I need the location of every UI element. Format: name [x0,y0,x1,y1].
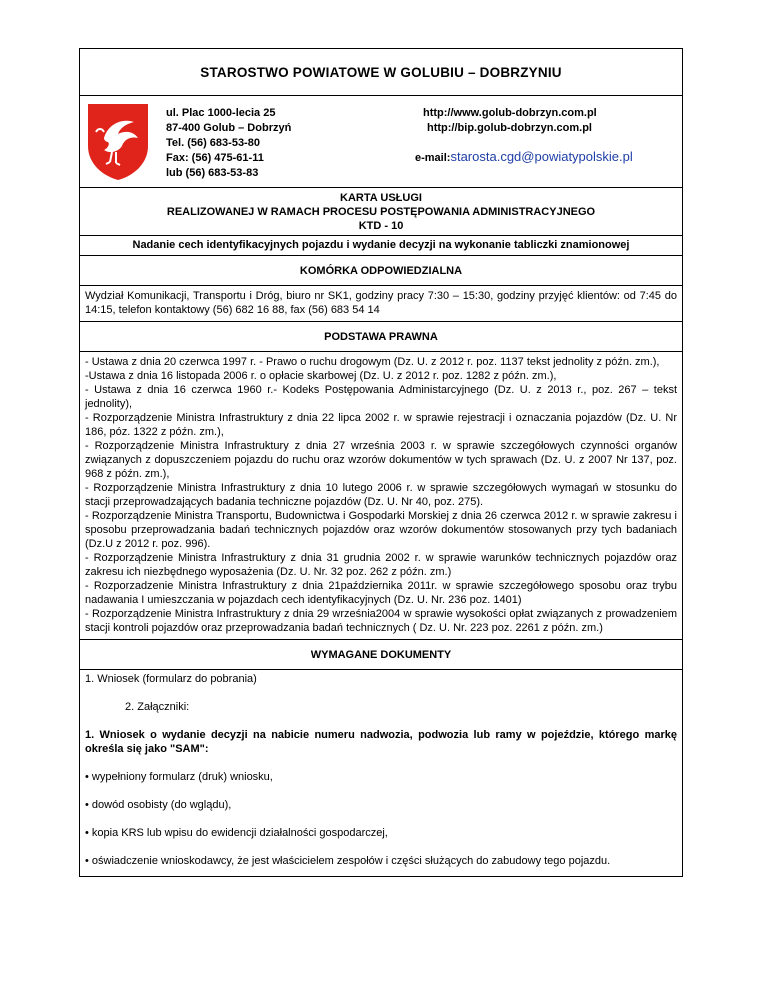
legal-item: - Rozporządzenie Ministra Infrastruktury z dnia 31 grudnia 2002 r. w sprawie warunków technicznych pojazdów oraz zakresu ich niezbędnego wyposażenia (Dz. U. Nr. 32 poz. 262 z późn. zm.) [85,552,677,578]
service-name: Nadanie cech identyfikacyjnych pojazdu i wydanie decyzji na wykonanie tabliczki znamionowej [79,236,683,256]
street-address: ul. Plac 1000-lecia 25 [166,107,276,119]
legal-item: - Ustawa z dnia 16 czerwca 1960 r.- Kodeks Postępowania Administarcyjnego (Dz. U. z 2013 r., poz. 267 – tekst jednolity), [85,384,677,410]
application-form-item: 1. Wniosek (formularz do pobrania) [85,673,257,685]
card-subtitle: REALIZOWANEJ W RAMACH PROCESU POSTĘPOWANIA ADMINISTRACYJNEGO [166,206,596,218]
document-bullet: • wypełniony formularz (druk) wniosku, [85,771,273,783]
attachments-label: 2. Załączniki: [125,701,190,713]
coat-of-arms-icon [86,102,150,182]
document-bullet: • kopia KRS lub wpisu do ewidencji działalności gospodarczej, [85,827,388,839]
legal-item: - Rozporzadzenie Ministra Infrastruktury z dnia 21października 2011r. w sprawie szczegółowego sposobu oraz trybu nadawania I umieszczania w pojazdach cech identyfikacyjnych (Dz. U. Nr. 236 poz. 1401) [85,580,677,606]
office-header [79,96,683,188]
document-bullet: • oświadczenie wnioskodawcy, że jest właścicielem zespołów i części służących do zabudowy tego pojazdu. [85,855,611,867]
unit-text [79,286,683,322]
fax-number: Fax: (56) 475-61-11 [166,152,264,164]
legal-item: - Rozporządzenie Ministra Infrastruktury z dnia 27 września 2003 r. w sprawie szczegółowych czynności organów związanych z dopuszczeniem pojazdu do ruchu oraz wzorów dokumentów w tych sprawach (Dz. U. z 2007 Nr 137, poz. 968 z późn. zm.), [85,440,677,480]
bip-link[interactable]: http://bip.golub-dobrzyn.com.pl [427,122,592,134]
email-label: e-mail: [415,152,451,164]
documents-heading: WYMAGANE DOKUMENTY [79,640,683,670]
card-title: KARTA USŁUGI [340,192,422,204]
legal-item: - Rozporządzenie Ministra Infrastruktury z dnia 10 lutego 2006 r. w sprawie szczegółowych wymagań w stosunku do stacji przeprowadzających badania techniczne pojazdów (Dz. U. Nr 40, poz. 275). [85,482,677,508]
required-documents [79,670,683,877]
office-title: STAROSTWO POWIATOWE W GOLUBIU – DOBRZYNIU [79,48,683,96]
website-link[interactable]: http://www.golub-dobrzyn.com.pl [423,107,597,119]
document-bullet: • dowód osobisty (do wglądu), [85,799,232,811]
unit-heading: KOMÓRKA ODPOWIEDZIALNA [79,256,683,286]
legal-item: - Rozporządzenie Ministra Transportu, Budownictwa i Gospodarki Morskiej z dnia 26 czerwca 2012 r. w sprawie zakresu i sposobu przeprowadzania badań technicznych pojazdów oraz wzorów dokumentów stosowanych przy tych badaniach (Dz.U z 2012 r. poz. 996). [85,510,677,550]
unit-description: Wydział Komunikacji, Transportu i Dróg, biuro nr SK1, godziny pracy 7:30 – 15:30, godziny przyjęć klientów: od 7:45 do 14:15, telefon kontaktowy (56) 682 16 88, fax (56) 683 54 14 [85,290,677,316]
email-line [415,149,633,164]
phone-number: Tel. (56) 683-53-80 [166,137,260,149]
legal-item: - Ustawa z dnia 20 czerwca 1997 r. - Prawo o ruchu drogowym (Dz. U. z 2012 r. poz. 1137 tekst jednolity z późn. zm.), [85,356,660,368]
address-block [166,106,291,181]
alt-phone-number: lub (56) 683-53-83 [166,167,259,179]
legal-item: -Ustawa z dnia 16 listopada 2006 r. o opłacie skarbowej (Dz. U. z 2012 r. poz. 1282 z późn. zm.), [85,370,557,382]
web-links [423,106,597,136]
card-code: KTD - 10 [358,220,404,232]
legal-basis-list [79,352,683,640]
email-link[interactable]: starosta.cgd@powiatypolskie.pl [450,149,633,164]
city-address: 87-400 Golub – Dobrzyń [166,122,292,134]
legal-item: - Rozporządzenie Ministra Infrastruktury z dnia 22 lipca 2002 r. w sprawie rejestracji i oznaczania pojazdów (Dz. U. Nr 186, póz. 1322 z późn. zm.), [85,412,677,438]
service-card-heading [79,188,683,236]
legal-item: - Rozporządzenie Ministra Infrastruktury z dnia 29 września2004 w sprawie wysokości opłat związanych z prowadzeniem stacji kontroli pojazdów oraz przeprowadzania badań technicznych ( Dz. U. Nr. 223 poz. 2261 z późn. zm.) [85,608,677,634]
document-page [79,48,683,877]
legal-heading: PODSTAWA PRAWNA [79,322,683,352]
application-type-heading: 1. Wniosek o wydanie decyzji na nabicie numeru nadwozia, podwozia lub ramy w pojeździe, którego markę określa się jako "SAM": [85,729,677,755]
